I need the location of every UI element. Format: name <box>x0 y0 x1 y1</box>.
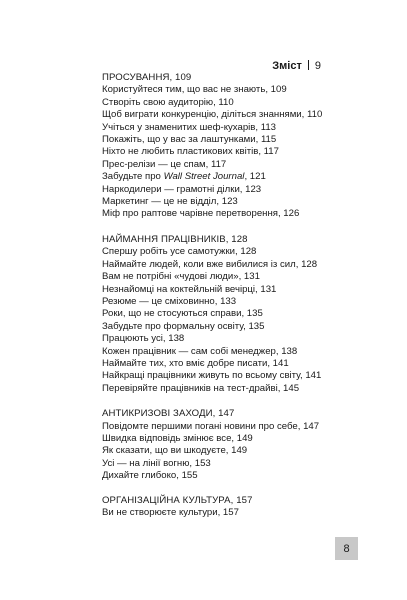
toc-entry: Щоб виграти конкуренцію, діліться знаннями, 110 <box>102 109 323 121</box>
toc-section-hiring <box>102 234 342 395</box>
toc-entry: Усі — на лінії вогню, 153 <box>102 457 211 469</box>
toc-entry: Вам не потрібні «чудові люди», 131 <box>102 271 260 283</box>
section-gap <box>102 483 342 495</box>
page-number-label: 8 <box>343 542 350 555</box>
section-title: ПРОСУВАННЯ, 109 <box>102 72 192 83</box>
toc-entry-italic: Забудьте про Wall Street Journal, 121 <box>102 171 266 183</box>
toc-entry: Наркодилери — грамотні ділки, 123 <box>102 183 262 195</box>
header-title: Зміст <box>272 60 302 72</box>
toc-entry: Наймайте людей, коли вже вибилися із сил, 128 <box>102 258 318 270</box>
italic-title: Wall Street Journal <box>163 171 245 183</box>
section-gap <box>102 221 342 234</box>
toc-entry: Перевіряйте працівників на тест-драйві, 145 <box>102 382 300 394</box>
section-title: НАЙМАННЯ ПРАЦІВНИКІВ, 128 <box>102 233 248 245</box>
toc-entry: Роки, що не стосуються справи, 135 <box>102 308 263 320</box>
toc-entry: Кожен працівник — сам собі менеджер, 138 <box>102 345 298 357</box>
toc-entry: Дихайте глибоко, 155 <box>102 470 198 482</box>
toc-entry: Маркетинг — це не відділ, 123 <box>102 196 238 208</box>
toc-entry: Швидка відповідь змінює все, 149 <box>102 432 253 444</box>
toc-entry: Резюме — це сміховинно, 133 <box>102 295 237 307</box>
toc-entry: Повідомте першими погані новини про себе, 147 <box>102 420 320 432</box>
toc-entry: Наймайте тих, хто вміє добре писати, 141 <box>102 357 289 369</box>
toc-entry: Як сказати, що ви шкодуєте, 149 <box>102 445 248 457</box>
toc-entry: Спершу робіть усе самотужки, 128 <box>102 246 257 258</box>
toc-section-crisis <box>102 408 342 482</box>
toc-entry: Створіть свою аудиторію, 110 <box>102 96 234 108</box>
table-of-contents <box>102 72 342 519</box>
toc-entry: Ніхто не любить пластикових квітів, 117 <box>102 146 279 158</box>
toc-section-culture <box>102 495 342 520</box>
toc-section-promotion <box>102 72 342 221</box>
toc-entry: Ви не створюєте культури, 157 <box>102 507 239 518</box>
toc-entry: Найкращі працівники живуть по всьому світу, 141 <box>102 370 322 382</box>
section-title: АНТИКРИЗОВІ ЗАХОДИ, 147 <box>102 408 235 420</box>
toc-entry: Прес-релізи — це спам, 117 <box>102 158 227 170</box>
header-separator <box>308 60 309 70</box>
toc-entry: Міф про раптове чарівне перетворення, 126 <box>102 208 300 220</box>
section-title: ОРГАНІЗАЦІЙНА КУЛЬТУРА, 157 <box>102 494 253 506</box>
toc-entry: Працюють усі, 138 <box>102 333 185 345</box>
page-number-badge <box>335 537 358 560</box>
toc-entry: Незнайомці на коктейльній вечірці, 131 <box>102 283 277 295</box>
header-page-number: 9 <box>314 60 321 72</box>
toc-entry: Користуйтеся тим, що вас не знають, 109 <box>102 84 287 96</box>
toc-entry: Забудьте про формальну освіту, 135 <box>102 320 265 332</box>
section-gap <box>102 395 342 408</box>
toc-entry: Учіться у знаменитих шеф-кухарів, 113 <box>102 121 277 133</box>
toc-entry: Покажіть, що у вас за лаштунками, 115 <box>102 134 277 146</box>
